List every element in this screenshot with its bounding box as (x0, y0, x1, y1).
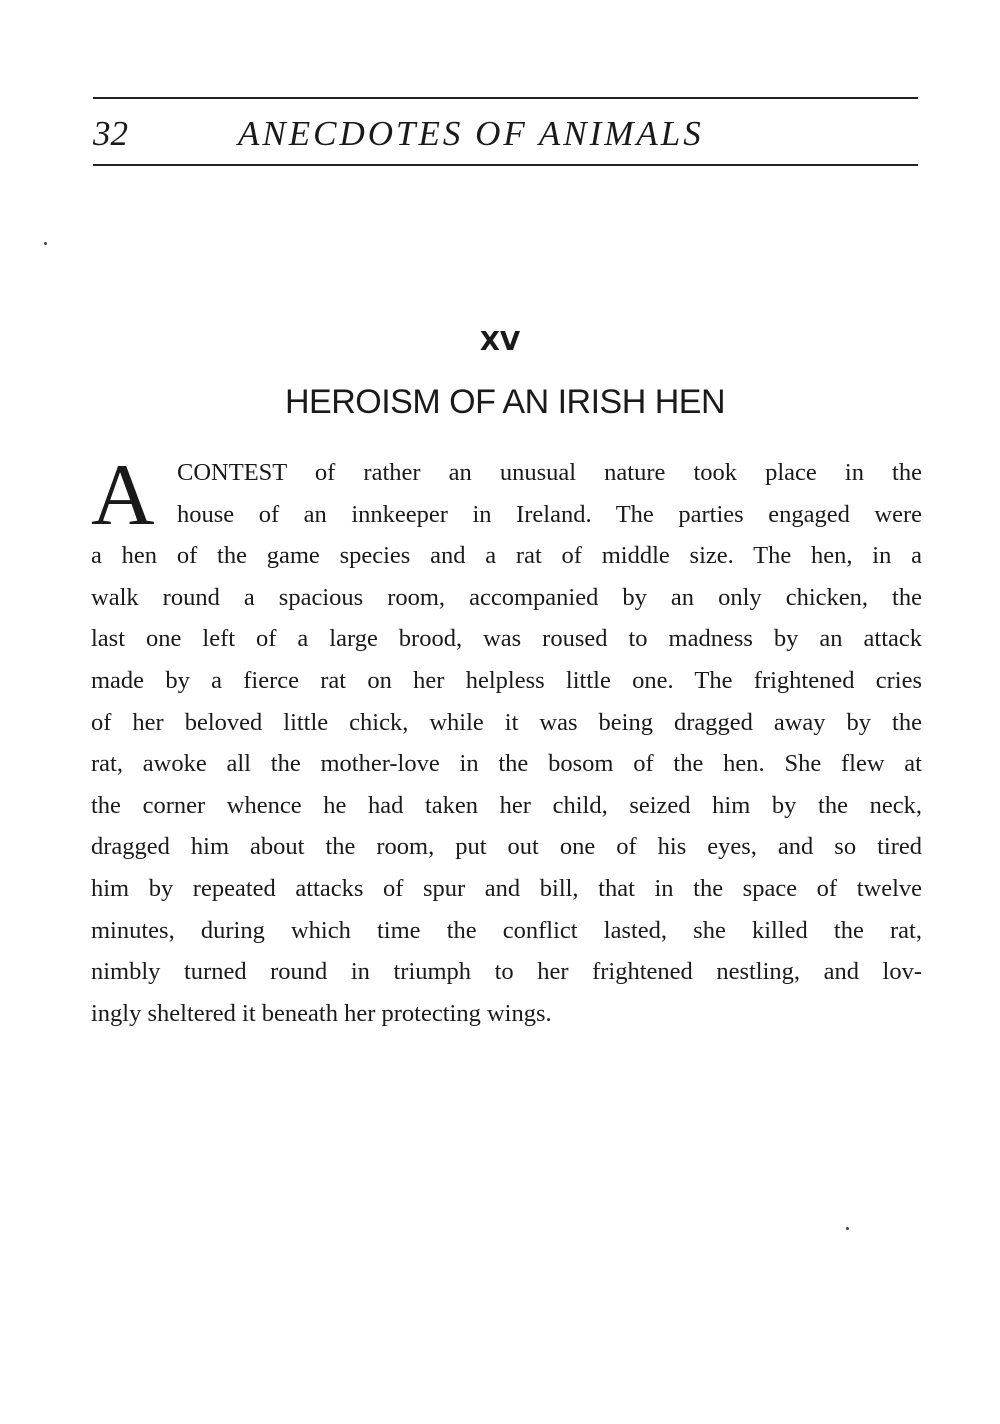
text-line: ingly sheltered it beneath her protecting wings. (91, 999, 552, 1027)
scan-speck (846, 1227, 849, 1230)
drop-cap: A (91, 447, 155, 544)
header-rule-bottom (93, 164, 918, 166)
chapter-number: XV (479, 327, 521, 357)
text-line: nimbly turned round in triumph to her frightened nestling, and lov- (91, 958, 922, 986)
text-line: minutes, during which time the conflict lasted, she killed the rat, (91, 916, 922, 944)
text-line: walk round a spacious room, accompanied by an only chicken, the (91, 583, 922, 611)
text-line: last one left of a large brood, was roused to madness by an attack (91, 625, 922, 653)
scan-speck (44, 242, 47, 245)
running-head (93, 112, 918, 156)
text-line: rat, awoke all the mother-love in the bosom of the hen. She flew at (91, 750, 922, 778)
header-rule-top (93, 97, 918, 99)
text-line: the corner whence he had taken her child, seized him by the neck, (91, 791, 922, 819)
text-line: a hen of the game species and a rat of middle size. The hen, in a (91, 542, 922, 570)
text-line: made by a fierce rat on her helpless little one. The frightened cries (91, 666, 922, 694)
text-line: CONTEST of rather an unusual nature took place in the (177, 459, 922, 486)
text-line: of her beloved little chick, while it was being dragged away by the (91, 708, 922, 736)
chapter-title: HEROISM OF AN IRISH HEN (285, 383, 725, 421)
page-number: 32 (93, 114, 128, 153)
text-line: dragged him about the room, put out one of his eyes, and so tired (91, 833, 922, 861)
book-title: ANECDOTES OF ANIMALS (238, 114, 704, 153)
text-line: him by repeated attacks of spur and bill, that in the space of twelve (91, 874, 922, 902)
text-line: house of an innkeeper in Ireland. The parties engaged were (177, 500, 922, 528)
body-text (91, 447, 922, 1034)
